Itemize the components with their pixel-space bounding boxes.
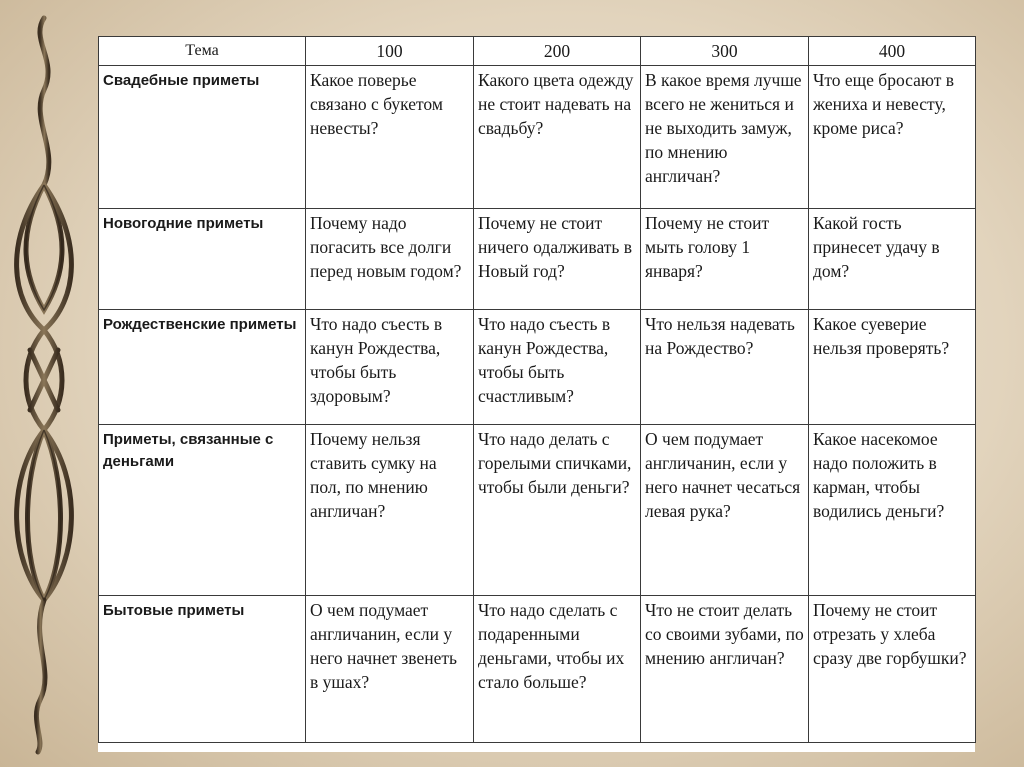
question-cell[interactable]: Что надо делать с горелыми спичками, чтобы были деньги? <box>474 425 641 596</box>
question-cell[interactable]: Почему не стоит ничего одалживать в Новый год? <box>474 209 641 310</box>
quiz-table <box>98 36 976 743</box>
table-row <box>99 596 976 743</box>
header-row <box>99 37 976 66</box>
question-cell[interactable]: Почему надо погасить все долги перед новым годом? <box>306 209 474 310</box>
question-cell[interactable]: Что надо сделать с подаренными деньгами, чтобы их стало больше? <box>474 596 641 743</box>
header-topic: Тема <box>99 37 306 66</box>
question-cell[interactable]: В какое время лучше всего не жениться и не выходить замуж, по мнению англичан? <box>641 66 809 209</box>
header-400: 400 <box>809 37 976 66</box>
question-cell[interactable]: Что не стоит делать со своими зубами, по мнению англичан? <box>641 596 809 743</box>
question-cell[interactable]: Какого цвета одежду не стоит надевать на свадьбу? <box>474 66 641 209</box>
question-cell[interactable]: Что надо съесть в канун Рождества, чтобы быть здоровым? <box>306 310 474 425</box>
celtic-ornament-border <box>0 0 90 767</box>
question-cell[interactable]: Какое суеверие нельзя проверять? <box>809 310 976 425</box>
question-cell[interactable]: Что нельзя надевать на Рождество? <box>641 310 809 425</box>
table-row <box>99 66 976 209</box>
table-row <box>99 310 976 425</box>
header-100: 100 <box>306 37 474 66</box>
question-cell[interactable]: Почему не стоит мыть голову 1 января? <box>641 209 809 310</box>
question-cell[interactable]: Какое насекомое надо положить в карман, чтобы водились деньги? <box>809 425 976 596</box>
topic-cell: Рождественские приметы <box>99 310 306 425</box>
topic-cell: Свадебные приметы <box>99 66 306 209</box>
table-row <box>99 425 976 596</box>
topic-cell: Бытовые приметы <box>99 596 306 743</box>
question-cell[interactable]: Что надо съесть в канун Рождества, чтобы быть счастливым? <box>474 310 641 425</box>
question-cell[interactable]: Что еще бросают в жениха и невесту, кроме риса? <box>809 66 976 209</box>
topic-cell: Приметы, связанные с деньгами <box>99 425 306 596</box>
header-200: 200 <box>474 37 641 66</box>
header-300: 300 <box>641 37 809 66</box>
topic-cell: Новогодние приметы <box>99 209 306 310</box>
question-cell[interactable]: Какое поверье связано с букетом невесты? <box>306 66 474 209</box>
question-cell[interactable]: Почему не стоит отрезать у хлеба сразу две горбушки? <box>809 596 976 743</box>
table-row <box>99 209 976 310</box>
question-cell[interactable]: Почему нельзя ставить сумку на пол, по мнению англичан? <box>306 425 474 596</box>
question-cell[interactable]: Какой гость принесет удачу в дом? <box>809 209 976 310</box>
question-cell[interactable]: О чем подумает англичанин, если у него начнет звенеть в ушах? <box>306 596 474 743</box>
question-cell[interactable]: О чем подумает англичанин, если у него начнет чесаться левая рука? <box>641 425 809 596</box>
